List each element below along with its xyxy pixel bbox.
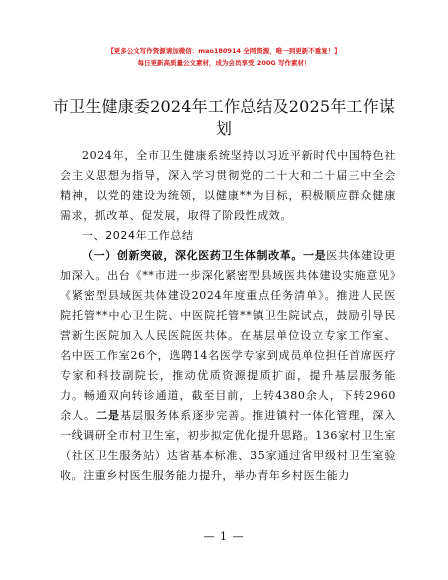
promo-banner-line-2: 每日更新高质量公文素材，成为会员享受 200G 写作素材！ <box>137 59 311 67</box>
section-heading: 一、2024年工作总结 <box>82 229 194 242</box>
point-text-1: 医共体建设更加深入。出台《**市进一步深化紧密型县域医共体建设实施意见》《紧密型县域医共体建设2024年度重点任务清单》。推进人民医院托管**中心卫生院、中医院托管**镇卫生院试点，鼓励引导民营新生医院加入人民医院医共体。在基层单位设立专家工作室、名中医工作室26个，选聘14名医学专家到成员单位担任首席医疗专家和科技副院长，推动优质资源提质扩面，提升基层服务能力。畅通双向转诊通道，截至目前，上转4380余人，下转2960余人。 <box>60 249 396 422</box>
document-body <box>60 146 396 486</box>
document-title: 市卫生健康委2024年工作总结及2025年工作谋划 <box>52 97 396 138</box>
section-paragraph <box>60 246 396 486</box>
subsection-lead: （一）创新突破，深化医药卫生体制改革。 <box>82 249 303 262</box>
promo-banner-line-1: 【更多公文写作资源请加微信：mao180914 全网资源，唯一到更新不重复！】 <box>107 47 341 55</box>
point-marker-2: 二是 <box>96 409 121 422</box>
point-text-2: 基层服务体系逐步完善。推进镇村一体化管理，深入一线调研全市村卫生室，初步拟定优化提升思路。136家村卫生室（社区卫生服务站）达省基本标准、35家通过省甲级村卫生室验收。注重乡村医生服务能力提升，举办青年乡村医生能力 <box>60 409 396 482</box>
intro-paragraph: 2024年，全市卫生健康系统坚持以习近平新时代中国特色社会主义思想为指导，深入学习贯彻党的二十大和二十届三中全会精神，以党的建设为统领，以健康**为目标，积极顺应群众健康需求，抓改革、促发展，取得了阶段性成效。 <box>60 149 396 222</box>
point-marker-1: 一是 <box>302 249 327 262</box>
page-number: — 1 — <box>203 530 245 543</box>
